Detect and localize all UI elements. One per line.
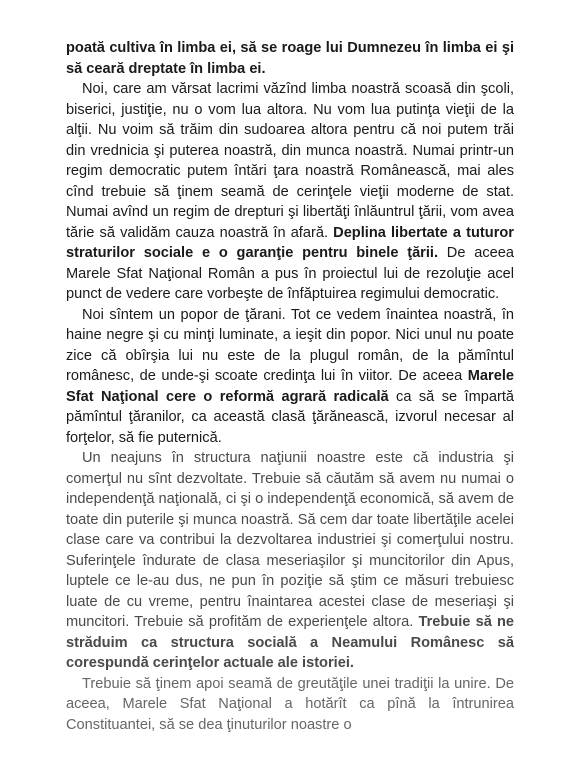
text-segment: Noi sîntem un popor de ţărani. Tot ce vedem înaintea noastră, în haine negre şi cu minţi luminate, a ieşit din popor. Nici unul nu poate zice că obîrşia lui nu este de la plugul român, de la pămîntul românesc, de unde-şi scoate credinţa lui în viitor. De aceea	[66, 306, 514, 384]
document-page	[66, 38, 514, 735]
bold-text-segment: Deplina libertate a tuturor straturilor sociale e o garanţie pentru binele ţării.	[66, 224, 514, 261]
paragraph	[66, 448, 514, 674]
bold-text-segment: Marele Sfat Naţional cere o reformă agrară radicală	[66, 368, 514, 405]
paragraph	[66, 305, 514, 449]
text-segment: ca să se împartă pămîntul ţăranilor, ca această clasă ţărănească, izvorul necesar al forţelor, să fie puternică.	[66, 388, 514, 446]
paragraph	[66, 79, 514, 305]
text-segment: Un neajuns în structura naţiunii noastre este că industria şi comerţul nu sînt dezvoltate. Trebuie să căutăm să avem nu numai o independenţă naţională, ci şi o independenţă economică, să avem de toate din puterile şi munca noastră. Să cem dar toate libertăţile acelei clase care va contribui la dezvoltarea industriei şi comerţului nostru. Suferinţele îndurate de clasa meseriaşilor şi muncitorilor din Apus, luptele ce le-au dus, ne pun în poziţie să ştim ce măsuri trebuiesc luate de cu vreme, pentru înaintarea acestei clase de meseriaşi şi muncitori. Trebuie să profităm de experienţele altora.	[66, 450, 514, 630]
text-segment: Trebuie să ţinem apoi seamă de greutăţile unei tradiţii la unire. De aceea, Marele Sfat Naţional a hotărît ca pînă la întrunirea Constituantei, să se dea ţinuturilor noastre o	[66, 675, 514, 733]
text-segment: Noi, care am vărsat lacrimi văzînd limba noastră scoasă din şcoli, biserici, justiţie, nu o vom lua altora. Nu vom lua putinţa vieţii de la alţii. Nu voim să trăim din sudoarea altora pentru că noi putem trăi din vrednicia şi puterea noastră, din munca noastră. Numai printr-un regim democratic putem întări ţara noastră Românească, mai ales cînd trebuie să ţinem seamă de cerinţele vieţii moderne de stat. Numai avînd un regim de drepturi şi libertăţi înlăuntrul ţării, vom avea tărie să validăm cauza noastră în afară.	[66, 81, 514, 241]
bold-text-segment: Trebuie să ne străduim ca structura socială a Neamului Românesc să corespundă cerinţelor actuale ale istoriei.	[66, 614, 515, 671]
paragraph	[66, 674, 514, 736]
text-segment: De aceea Marele Sfat Naţional Român a pus în proiectul lui de rezoluţie acel punct de vedere care vorbeşte de înfăptuirea regimului democratic.	[66, 245, 514, 302]
paragraph	[66, 38, 514, 79]
bold-text-segment: poată cultiva în limba ei, să se roage lui Dumnezeu în limba ei şi să ceară dreptate în limba ei.	[66, 40, 514, 77]
